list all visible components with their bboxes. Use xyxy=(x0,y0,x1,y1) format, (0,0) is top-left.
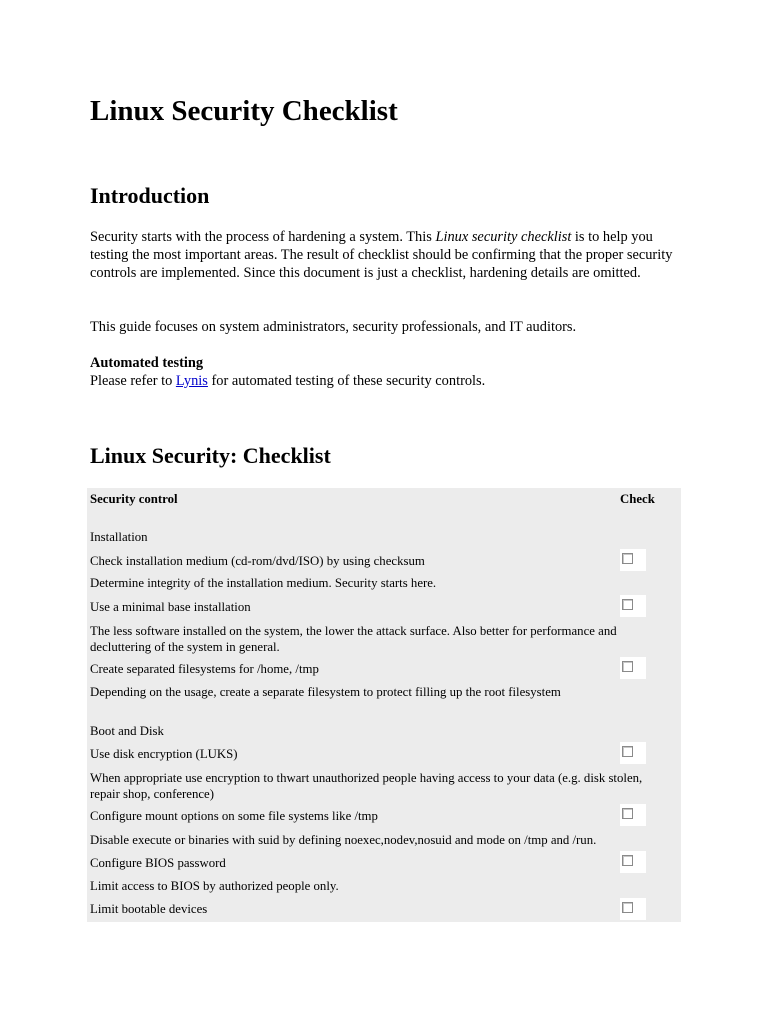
column-header-check: Check xyxy=(620,492,655,506)
automated-text-1: Please refer to xyxy=(90,373,176,389)
section-installation: Installation xyxy=(90,530,148,544)
checkbox-disk-encryption[interactable] xyxy=(622,746,633,757)
checkbox-installation-medium[interactable] xyxy=(622,553,633,564)
control-bios-password: Configure BIOS password xyxy=(90,856,226,870)
control-minimal-base-installation: Use a minimal base installation xyxy=(90,600,251,614)
checkbox-bios-password[interactable] xyxy=(622,855,633,866)
check-cell xyxy=(620,549,646,571)
control-check-installation-medium: Check installation medium (cd-rom/dvd/ISO) by using checksum xyxy=(90,554,425,568)
check-cell xyxy=(620,742,646,764)
control-mount-options: Configure mount options on some file systems like /tmp xyxy=(90,809,378,823)
description-minimal-base-installation: The less software installed on the system, the lower the attack surface. Also better for performance and decluttering of the system in general. xyxy=(90,624,617,654)
check-cell xyxy=(620,657,646,679)
intro-text-2: is to help you testing the most important areas. The result of checklist should be confirming that the proper security controls are implemented. Since this document is just a checklist, hardening details are omitted. xyxy=(90,229,673,281)
page-title: Linux Security Checklist xyxy=(90,95,398,127)
control-separated-filesystems: Create separated filesystems for /home, /tmp xyxy=(90,662,319,676)
column-header-security-control: Security control xyxy=(90,492,178,506)
check-cell xyxy=(620,804,646,826)
description-bios-password: Limit access to BIOS by authorized people only. xyxy=(90,879,339,893)
checklist-table xyxy=(87,488,681,922)
introduction-heading: Introduction xyxy=(90,183,210,208)
description-mount-options: Disable execute or binaries with suid by defining noexec,nodev,nosuid and mode on /tmp and /run. xyxy=(90,833,597,847)
checkbox-minimal-base-installation[interactable] xyxy=(622,599,633,610)
automated-testing-label: Automated testing xyxy=(90,355,204,371)
section-boot-and-disk: Boot and Disk xyxy=(90,724,164,738)
automated-testing-heading xyxy=(90,354,680,372)
check-cell xyxy=(620,595,646,617)
check-cell xyxy=(620,898,646,920)
automated-text-2: for automated testing of these security controls. xyxy=(207,373,486,389)
checkbox-bootable-devices[interactable] xyxy=(622,902,633,913)
checklist-heading: Linux Security: Checklist xyxy=(90,443,331,468)
intro-paragraph xyxy=(90,228,680,282)
control-disk-encryption: Use disk encryption (LUKS) xyxy=(90,747,238,761)
lynis-link[interactable]: Lynis xyxy=(175,373,208,389)
intro-text-1: Security starts with the process of hardening a system. This xyxy=(90,229,436,245)
check-cell xyxy=(620,851,646,873)
description-disk-encryption: When appropriate use encryption to thwart unauthorized people having access to your data (e.g. disk stolen, repair shop, conference) xyxy=(90,771,643,801)
description-separated-filesystems: Depending on the usage, create a separate filesystem to protect filling up the root filesystem xyxy=(90,685,561,699)
checkbox-mount-options[interactable] xyxy=(622,808,633,819)
checkbox-separated-filesystems[interactable] xyxy=(622,661,633,672)
automated-testing-paragraph xyxy=(90,372,680,390)
control-bootable-devices: Limit bootable devices xyxy=(90,902,208,916)
description-installation-medium: Determine integrity of the installation medium. Security starts here. xyxy=(90,576,437,590)
intro-emphasis: Linux security checklist xyxy=(435,229,572,245)
audience-paragraph: This guide focuses on system administrators, security professionals, and IT auditors. xyxy=(90,319,577,335)
